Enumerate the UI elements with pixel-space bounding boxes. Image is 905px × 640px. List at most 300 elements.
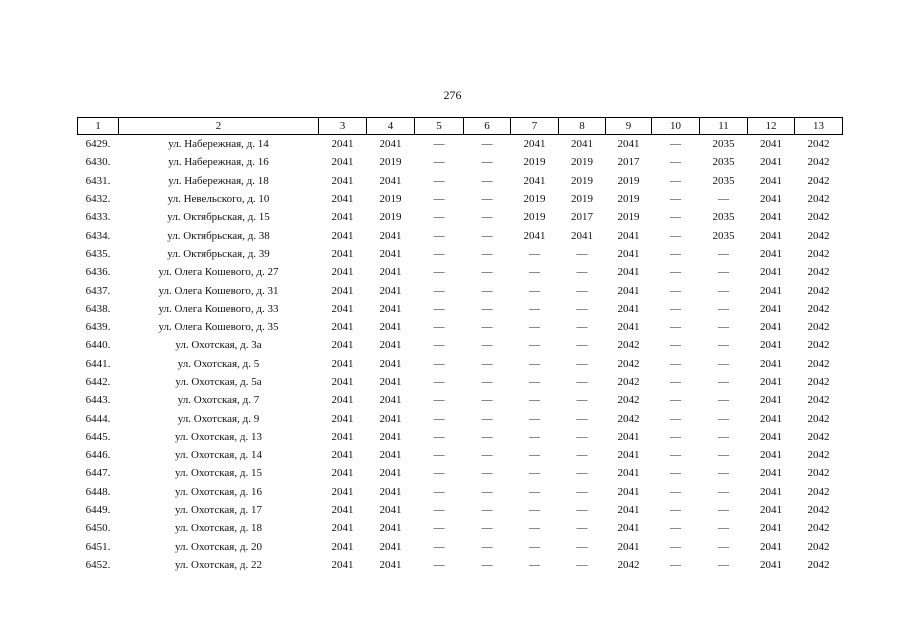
cell-row-number: 6439. xyxy=(85,321,111,334)
cell-col-4: 2041 xyxy=(379,504,402,517)
cell-col-12: 2041 xyxy=(760,540,782,553)
cell-col-7: — xyxy=(529,376,540,388)
cell-col-9: 2041 xyxy=(617,449,640,462)
cell-col-12: 2041 xyxy=(760,229,782,242)
cell-col-7: — xyxy=(529,357,540,370)
cell-col-9: 2041 xyxy=(617,284,640,297)
cell-col-3: 2041 xyxy=(331,540,354,553)
cell-col-3: 2041 xyxy=(331,522,354,535)
cell-col-12: 2041 xyxy=(760,394,782,407)
cell-col-12: 2041 xyxy=(760,174,782,187)
cell-row-number: 6452. xyxy=(85,558,111,571)
cell-col-13: 2042 xyxy=(807,211,830,224)
cell-col-8: — xyxy=(576,284,588,297)
cell-address: ул. Охотская, д. 17 xyxy=(175,504,262,517)
cell-col-12: 2041 xyxy=(760,412,782,425)
cell-col-12: 2041 xyxy=(760,321,782,334)
cell-col-10: — xyxy=(670,504,681,517)
column-header: 6 xyxy=(464,118,511,135)
cell-col-9: 2041 xyxy=(617,302,640,315)
cell-address: ул. Набережная, д. 16 xyxy=(168,156,269,169)
cell-col-8: 2017 xyxy=(571,211,593,224)
cell-col-5: — xyxy=(433,504,445,517)
cell-col-7: — xyxy=(529,394,540,407)
cell-col-4: 2019 xyxy=(379,193,402,206)
cell-row-number: 6443. xyxy=(85,394,111,407)
cell-col-5: — xyxy=(433,138,445,151)
cell-col-8: 2019 xyxy=(571,156,593,169)
table-row xyxy=(78,153,843,171)
cell-col-13: 2042 xyxy=(807,430,830,443)
cell-col-5: — xyxy=(433,302,445,315)
cell-col-9: 2042 xyxy=(617,339,640,352)
table-row xyxy=(78,226,843,244)
cell-address: ул. Охотская, д. 15 xyxy=(175,467,262,480)
cell-col-9: 2042 xyxy=(617,394,640,407)
cell-col-3: 2041 xyxy=(331,467,354,480)
cell-col-9: 2041 xyxy=(617,467,640,480)
cell-col-8: 2019 xyxy=(571,174,593,187)
cell-col-9: 2041 xyxy=(617,485,640,498)
cell-col-7: — xyxy=(529,284,540,297)
cell-col-3: 2041 xyxy=(331,449,354,462)
cell-col-3: 2041 xyxy=(331,412,354,425)
cell-address: ул. Охотская, д. 9 xyxy=(177,412,260,425)
table-row xyxy=(78,446,843,464)
cell-col-6: — xyxy=(481,522,493,535)
cell-col-7: — xyxy=(529,558,540,571)
column-header: 1 xyxy=(78,118,119,135)
cell-col-7: 2041 xyxy=(523,229,546,242)
cell-col-13: 2042 xyxy=(807,229,830,242)
cell-address: ул. Олега Кошевого, д. 31 xyxy=(158,284,279,297)
cell-col-5: — xyxy=(433,357,445,370)
cell-col-8: — xyxy=(576,394,588,407)
cell-address: ул. Охотская, д. 5 xyxy=(177,357,260,370)
cell-col-4: 2041 xyxy=(379,449,402,462)
cell-row-number: 6444. xyxy=(85,412,111,425)
cell-col-6: — xyxy=(481,284,493,297)
cell-col-10: — xyxy=(670,467,681,480)
cell-row-number: 6449. xyxy=(85,504,111,517)
cell-col-9: 2041 xyxy=(617,540,640,553)
table-row xyxy=(78,172,843,190)
cell-col-12: 2041 xyxy=(760,211,782,224)
cell-col-11: — xyxy=(718,394,729,407)
cell-col-5: — xyxy=(433,211,445,224)
table-row xyxy=(78,538,843,556)
cell-col-4: 2041 xyxy=(379,284,402,297)
table-body xyxy=(78,135,843,575)
cell-col-10: — xyxy=(670,156,681,169)
cell-col-8: — xyxy=(576,266,588,279)
cell-col-8: — xyxy=(576,467,588,480)
cell-col-4: 2041 xyxy=(379,394,402,407)
table-row xyxy=(78,135,843,154)
cell-col-5: — xyxy=(433,430,445,443)
cell-col-9: 2041 xyxy=(617,504,640,517)
cell-col-8: — xyxy=(576,247,588,260)
cell-col-5: — xyxy=(433,522,445,535)
cell-col-3: 2041 xyxy=(331,302,354,315)
table-row xyxy=(78,300,843,318)
cell-col-9: 2041 xyxy=(617,522,640,535)
cell-col-13: 2042 xyxy=(807,558,830,571)
table-row xyxy=(78,373,843,391)
cell-col-11: 2035 xyxy=(712,138,735,151)
cell-address: ул. Охотская, д. 18 xyxy=(175,522,262,535)
cell-col-12: 2041 xyxy=(760,266,782,279)
cell-row-number: 6450. xyxy=(85,522,111,535)
cell-col-8: — xyxy=(576,504,588,517)
cell-col-13: 2042 xyxy=(807,485,830,498)
cell-col-7: — xyxy=(529,485,540,498)
cell-address: ул. Октябрьская, д. 15 xyxy=(167,211,270,224)
cell-address: ул. Октябрьская, д. 39 xyxy=(167,247,270,260)
table-row xyxy=(78,391,843,409)
column-header: 3 xyxy=(319,118,367,135)
cell-col-7: 2019 xyxy=(523,211,546,224)
cell-col-10: — xyxy=(670,376,681,388)
cell-col-3: 2041 xyxy=(331,430,354,443)
cell-col-5: — xyxy=(433,394,445,407)
cell-col-10: — xyxy=(670,211,681,224)
cell-col-5: — xyxy=(433,485,445,498)
cell-col-11: 2035 xyxy=(712,211,735,224)
cell-col-12: 2041 xyxy=(760,376,782,388)
cell-col-5: — xyxy=(433,558,445,571)
cell-col-9: 2041 xyxy=(617,229,640,242)
cell-col-8: — xyxy=(576,321,588,334)
cell-col-11: — xyxy=(718,321,729,334)
cell-col-10: — xyxy=(670,485,681,498)
cell-col-6: — xyxy=(481,504,493,517)
cell-col-8: — xyxy=(576,357,588,370)
column-header: 11 xyxy=(700,118,748,135)
cell-col-3: 2041 xyxy=(331,321,354,334)
cell-col-3: 2041 xyxy=(331,504,354,517)
cell-row-number: 6437. xyxy=(85,284,111,297)
cell-col-3: 2041 xyxy=(331,193,354,206)
cell-col-12: 2041 xyxy=(760,284,782,297)
cell-row-number: 6430. xyxy=(85,156,111,169)
cell-row-number: 6446. xyxy=(85,449,111,462)
cell-row-number: 6438. xyxy=(85,302,111,315)
cell-col-4: 2041 xyxy=(379,321,402,334)
cell-col-5: — xyxy=(433,156,445,169)
table-row xyxy=(78,556,843,574)
cell-col-10: — xyxy=(670,558,681,571)
cell-col-10: — xyxy=(670,412,681,425)
cell-col-11: 2035 xyxy=(712,174,735,187)
cell-col-13: 2042 xyxy=(807,357,830,370)
table-row xyxy=(78,208,843,226)
table-row xyxy=(78,263,843,281)
cell-col-12: 2041 xyxy=(760,247,782,260)
cell-col-13: 2042 xyxy=(807,522,830,535)
cell-col-6: — xyxy=(481,449,493,462)
table-row xyxy=(78,190,843,208)
cell-col-11: — xyxy=(718,540,729,553)
cell-col-10: — xyxy=(670,266,681,279)
cell-col-11: — xyxy=(718,485,729,498)
cell-col-13: 2042 xyxy=(807,321,830,334)
cell-col-12: 2041 xyxy=(760,430,782,443)
cell-col-11: — xyxy=(718,193,729,206)
cell-col-7: — xyxy=(529,449,540,462)
page-number: 276 xyxy=(443,88,462,102)
cell-col-12: 2041 xyxy=(760,193,782,206)
cell-col-10: — xyxy=(670,540,681,553)
cell-col-9: 2019 xyxy=(617,211,640,224)
cell-col-6: — xyxy=(481,376,493,388)
cell-col-4: 2041 xyxy=(379,357,402,370)
cell-col-5: — xyxy=(433,467,445,480)
cell-col-6: — xyxy=(481,174,493,187)
cell-col-3: 2041 xyxy=(331,138,354,151)
cell-col-11: — xyxy=(718,302,729,315)
table-row xyxy=(78,519,843,537)
cell-col-3: 2041 xyxy=(331,339,354,352)
table-row xyxy=(78,483,843,501)
cell-col-7: — xyxy=(529,321,540,334)
cell-col-5: — xyxy=(433,174,445,187)
cell-col-12: 2041 xyxy=(760,485,782,498)
cell-address: ул. Охотская, д. 22 xyxy=(175,558,262,571)
cell-col-4: 2041 xyxy=(379,376,402,388)
cell-col-6: — xyxy=(481,247,493,260)
cell-col-9: 2041 xyxy=(617,266,640,279)
cell-col-8: — xyxy=(576,540,588,553)
table-row xyxy=(78,409,843,427)
cell-row-number: 6434. xyxy=(85,229,111,242)
cell-col-4: 2041 xyxy=(379,229,402,242)
cell-col-12: 2041 xyxy=(760,357,782,370)
cell-col-10: — xyxy=(670,357,681,370)
cell-col-13: 2042 xyxy=(807,193,830,206)
cell-col-9: 2017 xyxy=(617,156,640,169)
cell-row-number: 6441. xyxy=(85,357,111,370)
cell-col-6: — xyxy=(481,302,493,315)
cell-col-11: — xyxy=(718,467,729,480)
cell-col-8: 2041 xyxy=(571,138,593,151)
cell-col-9: 2041 xyxy=(617,247,640,260)
column-header: 7 xyxy=(511,118,559,135)
cell-col-13: 2042 xyxy=(807,247,830,260)
cell-col-7: — xyxy=(529,467,540,480)
cell-address: ул. Невельского, д. 10 xyxy=(167,193,270,206)
cell-col-6: — xyxy=(481,357,493,370)
cell-address: ул. Набережная, д. 14 xyxy=(168,138,269,151)
cell-col-7: 2041 xyxy=(523,174,546,187)
cell-col-11: — xyxy=(718,412,729,425)
cell-row-number: 6432. xyxy=(85,193,111,206)
cell-col-12: 2041 xyxy=(760,302,782,315)
header-row xyxy=(78,118,843,135)
table-row xyxy=(78,245,843,263)
cell-col-7: — xyxy=(529,522,540,535)
cell-col-6: — xyxy=(481,193,493,206)
cell-col-8: — xyxy=(576,430,588,443)
cell-col-13: 2042 xyxy=(807,339,830,352)
cell-col-7: — xyxy=(529,302,540,315)
cell-address: ул. Олега Кошевого, д. 27 xyxy=(158,266,279,279)
data-table xyxy=(77,117,843,574)
cell-col-3: 2041 xyxy=(331,357,354,370)
cell-col-9: 2019 xyxy=(617,174,640,187)
column-header: 4 xyxy=(367,118,415,135)
cell-row-number: 6436. xyxy=(85,266,111,279)
cell-col-10: — xyxy=(670,229,681,242)
cell-col-4: 2041 xyxy=(379,467,402,480)
cell-col-10: — xyxy=(670,394,681,407)
cell-row-number: 6451. xyxy=(85,540,111,553)
column-header: 12 xyxy=(748,118,795,135)
table-row xyxy=(78,428,843,446)
table-row xyxy=(78,355,843,373)
cell-col-8: — xyxy=(576,558,588,571)
cell-address: ул. Набережная, д. 18 xyxy=(168,174,269,187)
table-row xyxy=(78,501,843,519)
cell-col-12: 2041 xyxy=(760,339,782,352)
table-row xyxy=(78,318,843,336)
cell-col-4: 2041 xyxy=(379,266,402,279)
cell-col-4: 2041 xyxy=(379,540,402,553)
cell-col-4: 2041 xyxy=(379,522,402,535)
cell-col-3: 2041 xyxy=(331,247,354,260)
cell-col-7: 2019 xyxy=(523,193,546,206)
column-header: 13 xyxy=(795,118,843,135)
cell-address: ул. Октябрьская, д. 38 xyxy=(167,229,270,242)
column-header: 2 xyxy=(119,118,319,135)
cell-col-12: 2041 xyxy=(760,558,782,571)
cell-col-5: — xyxy=(433,321,445,334)
cell-col-3: 2041 xyxy=(331,284,354,297)
cell-col-11: — xyxy=(718,504,729,517)
cell-col-8: — xyxy=(576,485,588,498)
cell-col-7: — xyxy=(529,247,540,260)
cell-col-13: 2042 xyxy=(807,266,830,279)
cell-col-10: — xyxy=(670,449,681,462)
cell-col-4: 2041 xyxy=(379,339,402,352)
cell-col-9: 2042 xyxy=(617,558,640,571)
cell-col-7: 2019 xyxy=(523,156,546,169)
cell-col-6: — xyxy=(481,558,493,571)
cell-col-8: 2041 xyxy=(571,229,593,242)
cell-col-5: — xyxy=(433,540,445,553)
cell-col-10: — xyxy=(670,193,681,206)
cell-col-10: — xyxy=(670,430,681,443)
cell-row-number: 6442. xyxy=(85,376,111,388)
cell-col-4: 2041 xyxy=(379,430,402,443)
cell-col-3: 2041 xyxy=(331,266,354,279)
cell-address: ул. Охотская, д. 13 xyxy=(175,430,262,443)
cell-col-6: — xyxy=(481,211,493,224)
cell-col-13: 2042 xyxy=(807,376,830,388)
table-row xyxy=(78,464,843,482)
cell-col-4: 2041 xyxy=(379,412,402,425)
cell-col-5: — xyxy=(433,266,445,279)
cell-col-3: 2041 xyxy=(331,229,354,242)
cell-col-8: — xyxy=(576,412,588,425)
cell-col-7: — xyxy=(529,430,540,443)
cell-row-number: 6435. xyxy=(85,247,111,260)
column-header: 5 xyxy=(415,118,464,135)
cell-col-8: 2019 xyxy=(571,193,593,206)
cell-col-12: 2041 xyxy=(760,467,782,480)
cell-col-7: — xyxy=(529,266,540,279)
cell-col-6: — xyxy=(481,339,493,352)
cell-col-5: — xyxy=(433,193,445,206)
cell-col-3: 2041 xyxy=(331,174,354,187)
cell-col-13: 2042 xyxy=(807,412,830,425)
cell-col-7: — xyxy=(529,540,540,553)
cell-row-number: 6448. xyxy=(85,485,111,498)
cell-col-13: 2042 xyxy=(807,174,830,187)
cell-col-12: 2041 xyxy=(760,449,782,462)
cell-row-number: 6431. xyxy=(85,174,111,187)
cell-col-11: 2035 xyxy=(712,229,735,242)
cell-col-6: — xyxy=(481,540,493,553)
cell-col-7: — xyxy=(529,339,540,352)
cell-col-3: 2041 xyxy=(331,156,354,169)
cell-col-13: 2042 xyxy=(807,284,830,297)
cell-address: ул. Охотская, д. 16 xyxy=(175,485,262,498)
cell-col-6: — xyxy=(481,394,493,407)
cell-col-11: — xyxy=(718,430,729,443)
cell-col-11: — xyxy=(718,247,729,260)
cell-col-13: 2042 xyxy=(807,394,830,407)
cell-col-12: 2041 xyxy=(760,504,782,517)
cell-col-11: — xyxy=(718,558,729,571)
cell-col-9: 2042 xyxy=(617,376,640,388)
cell-col-9: 2042 xyxy=(617,412,640,425)
cell-col-6: — xyxy=(481,467,493,480)
cell-col-4: 2019 xyxy=(379,156,402,169)
cell-col-5: — xyxy=(433,229,445,242)
cell-col-13: 2042 xyxy=(807,504,830,517)
cell-col-3: 2041 xyxy=(331,211,354,224)
cell-col-5: — xyxy=(433,339,445,352)
cell-col-11: 2035 xyxy=(712,156,735,169)
cell-col-13: 2042 xyxy=(807,449,830,462)
cell-col-6: — xyxy=(481,321,493,334)
cell-col-13: 2042 xyxy=(807,138,830,151)
cell-address: ул. Охотская, д. 20 xyxy=(175,540,262,553)
cell-address: ул. Охотская, д. 14 xyxy=(175,449,262,462)
cell-col-13: 2042 xyxy=(807,467,830,480)
cell-col-10: — xyxy=(670,302,681,315)
cell-col-10: — xyxy=(670,247,681,260)
cell-col-6: — xyxy=(481,412,493,425)
cell-col-5: — xyxy=(433,376,445,388)
column-header: 8 xyxy=(559,118,606,135)
cell-col-9: 2019 xyxy=(617,193,640,206)
cell-col-4: 2041 xyxy=(379,138,402,151)
cell-address: ул. Охотская, д. 7 xyxy=(177,394,260,407)
cell-col-5: — xyxy=(433,247,445,260)
cell-col-12: 2041 xyxy=(760,522,782,535)
table-row xyxy=(78,336,843,354)
cell-col-10: — xyxy=(670,522,681,535)
cell-col-7: — xyxy=(529,412,540,425)
cell-col-9: 2041 xyxy=(617,321,640,334)
cell-col-10: — xyxy=(670,284,681,297)
cell-address: ул. Охотская, д. 3а xyxy=(175,339,262,352)
column-header: 9 xyxy=(606,118,652,135)
cell-col-7: 2041 xyxy=(523,138,546,151)
cell-row-number: 6445. xyxy=(85,430,111,443)
